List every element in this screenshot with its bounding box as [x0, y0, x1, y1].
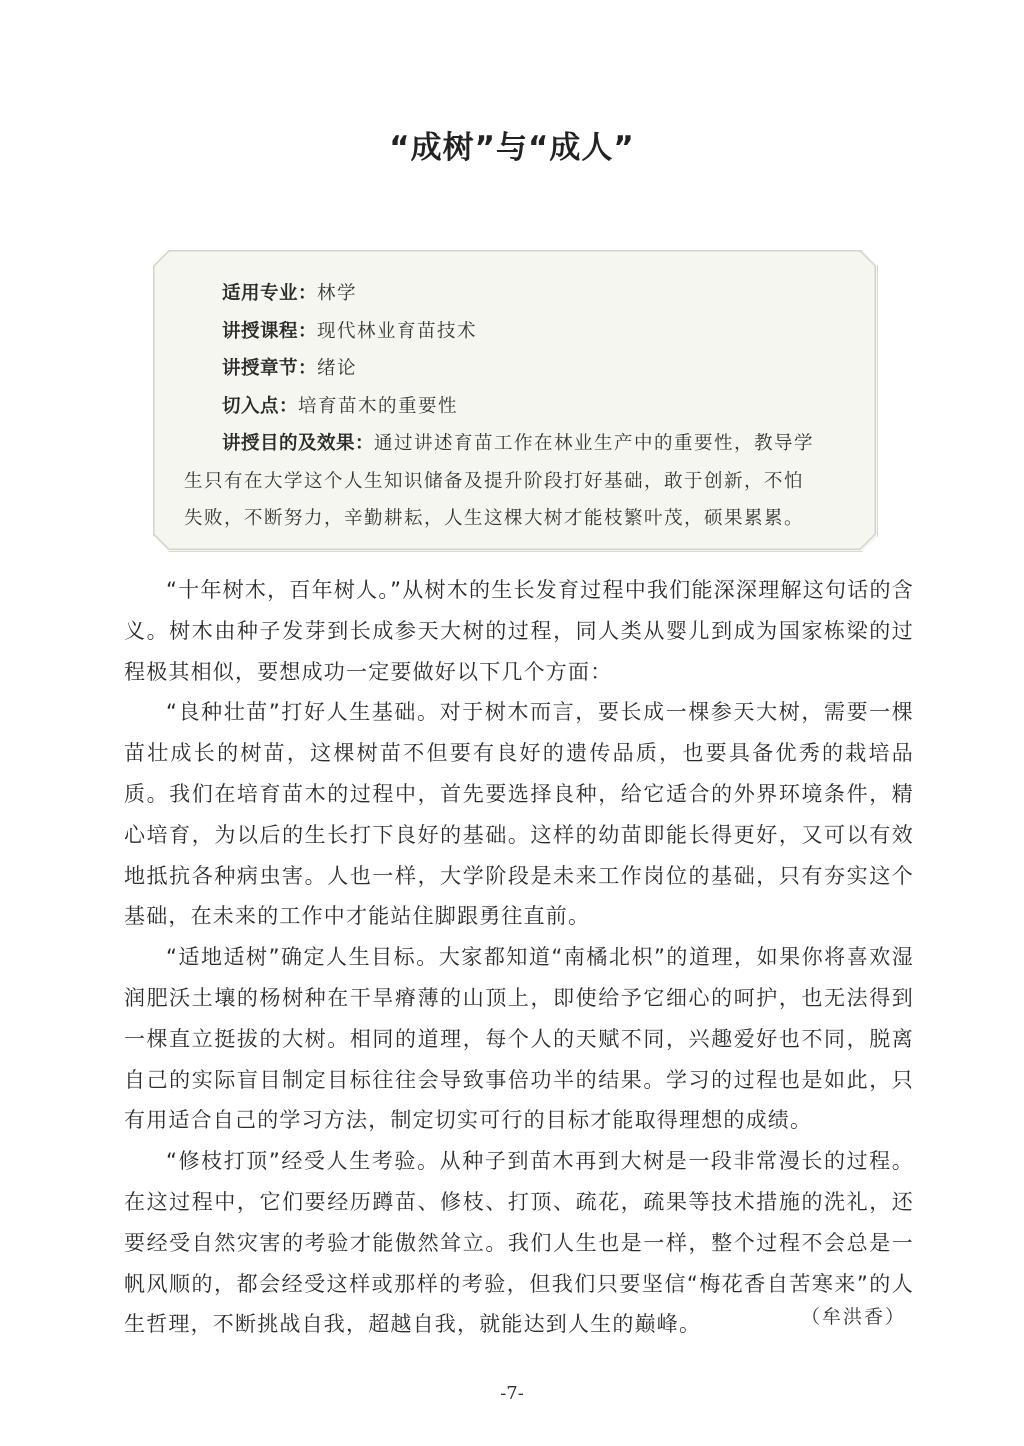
info-value: 林学 [317, 283, 358, 304]
page-number: -7- [500, 1383, 524, 1404]
author-signature: （牟洪香） [800, 1306, 906, 1328]
info-value: 绪论 [317, 358, 358, 379]
paragraph: “良种壮苗”打好人生基础。对于树木而言，要长成一棵参天大树，需要一棵苗壮成长的树苗，这棵树苗不但要有良好的遗传品质，也要具备优秀的栽培品质。我们在培育苗木的过程中，首先要选择良种，给它适合的外界环境条件，精心培育，为以后的生长打下良好的基础。这样的幼苗即能长得更好，又可以有效地抵抗各种病虫害。人也一样，大学阶段是未来工作岗位的基础，只有夯实这个基础，在未来的工作中才能站住脚跟勇往直前。 [124, 700, 914, 929]
info-goal-text-2: 生只有在大学这个人生知识储备及提升阶段打好基础，敢于创新，不怕 [184, 470, 805, 492]
page-title: “成树”与“成人” [389, 130, 635, 166]
info-box-content [184, 275, 850, 538]
info-row-major [184, 275, 850, 313]
info-label: 适用专业： [222, 283, 318, 304]
info-goal-text-1: 通过讲述育苗工作在林业生产中的重要性，教导学 [374, 433, 815, 454]
info-goal-text-3: 失败，不断努力，辛勤耕耘，人生这棵大树才能枝繁叶茂，硕果累累。 [184, 508, 805, 529]
info-value: 培育苗木的重要性 [298, 395, 459, 417]
paragraph: “适地适树”确定人生目标。大家都知道“南橘北枳”的道理，如果你将喜欢湿润肥沃土壤的杨树种在干旱瘠薄的山顶上，即使给予它细心的呵护，也无法得到一棵直立挺拔的大树。相同的道理，每个人的天赋不同，兴趣爱好也不同，脱离自己的实际盲目制定目标往往会导致事倍功半的结果。学习的过程也是如此，只有用适合自己的学习方法，制定切实可行的目标才能取得理想的成绩。 [124, 945, 914, 1133]
info-label: 讲授章节： [222, 358, 318, 379]
paragraph: “十年树木，百年树人。”从树木的生长发育过程中我们能深深理解这句话的含义。树木由种子发芽到长成参天大树的过程，同人类从婴儿到成为国家栋梁的过程极其相似，要想成功一定要做好以下几个方面： [124, 578, 914, 684]
info-row-goal [184, 425, 850, 463]
info-label: 讲授课程： [222, 320, 318, 342]
paragraph: “修枝打顶”经受人生考验。从种子到苗木再到大树是一段非常漫长的过程。在这过程中，它们要经历蹲苗、修枝、打顶、疏花，疏果等技术措施的洗礼，还要经受自然灾害的考验才能傲然耸立。我们人生也是一样，整个过程不会总是一帆风顺的，都会经受这样或那样的考验，但我们只要坚信“梅花香自苦寒来”的人生哲理，不断挑战自我，超越自我，就能达到人生的巅峰。 [124, 1149, 914, 1337]
info-label: 切入点： [222, 395, 299, 417]
info-row-course [184, 313, 850, 351]
info-value: 现代林业育苗技术 [317, 320, 478, 342]
info-row-chapter [184, 350, 850, 388]
article-body [124, 570, 914, 1345]
info-row-entry-point [184, 388, 850, 426]
info-label: 讲授目的及效果： [222, 433, 375, 454]
